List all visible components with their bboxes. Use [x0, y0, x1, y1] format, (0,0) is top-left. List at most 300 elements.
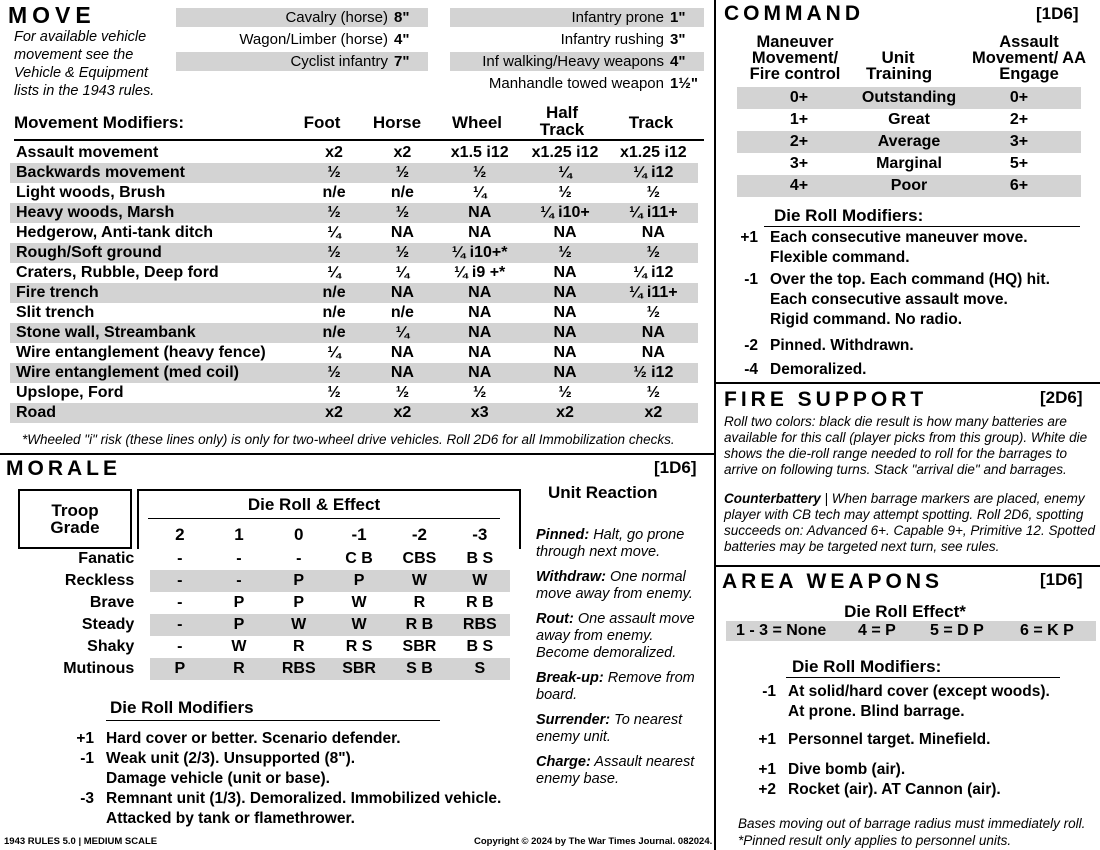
modifier-value: x2 [325, 144, 343, 161]
modifier-value: n/e [322, 304, 346, 321]
area-weapons-die: [1D6] [1040, 570, 1083, 589]
modifier-item [56, 749, 536, 789]
command-cell: Average [877, 133, 941, 150]
speed-value: 4" [394, 31, 410, 48]
modifier-value: ¼ [327, 344, 341, 361]
morale-effect: - [236, 550, 242, 567]
morale-effect: RBS [450, 614, 510, 636]
unit-reaction-title: Unit Reaction [548, 483, 658, 502]
morale-effect: R [292, 638, 305, 655]
counterbattery-body: | When barrage markers are placed, enemy player with CB tech may attempt spotting. Roll 2D6, spotting succeeds on: Advanced 6+. Capable 9+, Primitive 12. Spotted batteries may be targeted next turn, see rules. [724, 491, 1095, 554]
speed-list-left [176, 8, 428, 74]
modifier-value: +1 [76, 730, 94, 747]
modifier-item [56, 729, 536, 749]
speed-row [450, 30, 704, 49]
command-row [737, 131, 1081, 153]
modifier-value: ¼ [395, 264, 410, 281]
morale-effect: SBR [402, 638, 437, 655]
divider [716, 565, 1100, 567]
modifier-line: Remnant unit (1/3). Demoralized. Immobilized vehicle. [106, 790, 502, 807]
modifier-line: Dive bomb (air). [788, 761, 906, 778]
morale-effect: RBS [269, 658, 329, 680]
divider [0, 453, 714, 455]
modifier-line: Personnel target. Minefield. [788, 731, 991, 748]
modifier-line: Rocket (air). AT Cannon (air). [788, 781, 1001, 798]
morale-effect: - [209, 570, 268, 592]
modifier-value: ¼ i12 [633, 264, 674, 281]
command-cell: 3+ [1009, 133, 1029, 150]
modifier-value: NA [553, 304, 577, 321]
command-cell: 2+ [789, 133, 809, 150]
speed-name: Cyclist infantry [290, 53, 388, 70]
modifier-value: NA [367, 283, 438, 303]
modifier-item [724, 270, 1094, 330]
col-half-track: Half Track [539, 103, 585, 139]
morale-row [36, 592, 510, 614]
modifier-value: NA [367, 363, 438, 383]
modifier-text [106, 729, 401, 749]
modifier-line: Attacked by tank or flamethrower. [106, 810, 355, 827]
modifier-value: NA [438, 363, 521, 383]
modifier-value: ½ [301, 243, 366, 263]
speed-name: Inf walking/Heavy weapons [482, 53, 664, 70]
modifier-line: Weak unit (2/3). Unsupported (8"). [106, 750, 356, 767]
modifier-label: Assault movement [16, 144, 159, 161]
morale-effect: W [269, 614, 329, 636]
modifier-row [10, 383, 698, 403]
command-title: COMMAND [724, 2, 864, 25]
command-row [737, 175, 1081, 197]
modifier-label: Hedgerow, Anti-tank ditch [16, 224, 214, 241]
speed-value: 3" [670, 31, 686, 48]
col-foot: Foot [303, 113, 341, 132]
morale-col: 2 [175, 525, 185, 544]
modifier-value: ¼ [473, 184, 487, 201]
modifier-value: +2 [758, 781, 776, 798]
modifier-value: ½ [367, 243, 438, 263]
modifier-value: x3 [438, 403, 521, 423]
command-col-maneuver: Maneuver Movement/ Fire control [749, 33, 841, 83]
modifier-value: ½ [609, 243, 698, 263]
modifier-value: -1 [80, 750, 94, 767]
command-col-assault: Assault Movement/ AA Engage [972, 33, 1086, 83]
area-effect: 5 = D P [930, 622, 984, 639]
modifier-value: ½ i12 [609, 363, 698, 383]
speed-row [176, 52, 428, 71]
modifier-value: ½ [301, 203, 366, 223]
speed-name: Wagon/Limber (horse) [239, 31, 388, 48]
modifier-value: NA [553, 264, 577, 281]
col-horse: Horse [372, 113, 422, 132]
modifier-value: ¼ [327, 264, 341, 281]
reaction-name: Surrender: [536, 712, 611, 728]
modifier-label: Wire entanglement (med coil) [10, 363, 301, 383]
command-row [737, 109, 1081, 131]
speed-value: 8" [394, 9, 410, 26]
morale-effect: P [233, 594, 245, 611]
modifier-text [788, 780, 1001, 800]
move-note-line: lists in the 1943 rules. [14, 83, 155, 99]
modifier-text [106, 789, 501, 829]
modifier-value: NA [641, 224, 665, 241]
modifier-item [740, 682, 1100, 722]
footer-left: 1943 RULES 5.0 | MEDIUM SCALE [4, 836, 158, 847]
speed-row [450, 52, 704, 71]
modifier-value: NA [438, 323, 521, 343]
morale-effect: CBS [402, 550, 437, 567]
modifier-text [106, 749, 355, 789]
morale-die: [1D6] [654, 458, 697, 477]
reaction-item [536, 670, 706, 704]
area-note: Bases moving out of barrage radius must immediately roll. [738, 816, 1086, 831]
modifier-value: x2 [367, 403, 438, 423]
unit-reactions [536, 527, 706, 788]
troop-grade: Steady [81, 616, 135, 633]
divider [106, 720, 440, 721]
fire-support-title: FIRE SUPPORT [724, 388, 928, 411]
area-mods-title: Die Roll Modifiers: [792, 657, 942, 676]
counterbattery-label: Counterbattery [724, 491, 821, 506]
morale-col: 0 [294, 525, 304, 544]
modifier-value: n/e [322, 184, 346, 201]
modifier-value: ½ [646, 304, 660, 321]
modifier-label: Craters, Rubble, Deep ford [16, 264, 219, 281]
reaction-name: Pinned: [536, 527, 590, 543]
modifier-value: ½ [438, 163, 521, 183]
modifier-item [740, 760, 1100, 780]
command-cell: Poor [890, 177, 928, 194]
speed-row [176, 30, 428, 49]
modifier-value: -4 [744, 361, 758, 378]
morale-effect: W [389, 570, 449, 592]
troop-grade: Fanatic [78, 550, 135, 567]
command-cell: 5+ [1009, 155, 1029, 172]
modifier-value: ½ [327, 384, 341, 401]
speed-row [450, 74, 704, 93]
modifier-value: ¼ [327, 224, 341, 241]
modifier-line: Damage vehicle (unit or base). [106, 770, 330, 787]
reaction-item [536, 611, 706, 662]
modifier-row [10, 263, 698, 283]
reaction-item [536, 569, 706, 603]
morale-effect: - [296, 550, 302, 567]
modifier-row [10, 303, 698, 323]
modifier-value: +1 [758, 761, 776, 778]
counterbattery-text [724, 491, 1096, 555]
modifier-value: ¼ i12 [609, 163, 698, 183]
command-cell: 0+ [789, 89, 809, 106]
move-note-line: For available vehicle [14, 29, 147, 45]
morale-effect: R B [389, 614, 449, 636]
modifier-text [788, 760, 905, 780]
command-cell: 4+ [789, 177, 809, 194]
morale-mods-title: Die Roll Modifiers [110, 698, 254, 717]
modifier-value: ½ [395, 384, 410, 401]
movement-modifiers-label: Movement Modifiers: [14, 113, 185, 132]
modifier-value: ½ [558, 384, 572, 401]
modifier-row [10, 403, 698, 423]
modifier-value: NA [553, 224, 577, 241]
col-wheel: Wheel [451, 113, 503, 132]
modifier-label: Slit trench [16, 304, 95, 321]
morale-effect: W [450, 570, 510, 592]
modifier-value: ¼ [521, 163, 608, 183]
modifier-row [10, 243, 698, 263]
command-cell: 0+ [1009, 89, 1029, 106]
move-note [14, 28, 174, 100]
modifier-value: n/e [390, 184, 414, 201]
modifier-value: x2 [609, 403, 698, 423]
speed-value: 4" [670, 53, 686, 70]
modifier-value: ¼ [367, 323, 438, 343]
modifier-line: At solid/hard cover (except woods). [788, 683, 1050, 700]
modifier-label: Light woods, Brush [16, 184, 166, 201]
modifier-value: NA [521, 283, 608, 303]
reaction-text: One normal move away from enemy. [536, 569, 693, 602]
modifier-label: Fire trench [10, 283, 301, 303]
morale-row [36, 548, 510, 570]
modifier-value: ½ [367, 203, 438, 223]
command-mods [724, 228, 1094, 380]
command-cell: 3+ [789, 155, 809, 172]
modifier-value: ¼ i10+ [521, 203, 608, 223]
move-title: MOVE [8, 2, 96, 28]
modifier-label: Wire entanglement (heavy fence) [16, 344, 266, 361]
morale-effect: S B [389, 658, 449, 680]
troop-grade: Reckless [64, 572, 135, 589]
modifier-value: -1 [762, 683, 776, 700]
modifier-value: NA [468, 224, 492, 241]
modifier-value: ½ [367, 163, 438, 183]
morale-effect: W [351, 594, 367, 611]
modifier-value: x1.25 i12 [619, 144, 687, 161]
modifier-line: Demoralized. [770, 361, 867, 378]
modifier-line: At prone. Blind barrage. [788, 703, 965, 720]
troop-grade: Shaky [87, 638, 135, 655]
morale-col: -3 [472, 525, 488, 544]
divider [148, 518, 500, 519]
modifier-value: ½ [521, 243, 608, 263]
move-note-line: movement see the [14, 47, 134, 63]
reaction-name: Rout: [536, 611, 574, 627]
modifier-label: Rough/Soft ground [10, 243, 301, 263]
speed-name: Manhandle towed weapon [488, 75, 664, 92]
modifier-value: +1 [758, 731, 776, 748]
movement-footnote: *Wheeled "i" risk (these lines only) is only for two-wheel drive vehicles. Roll 2D6 for all Immobilization checks. [22, 432, 675, 447]
modifier-value: ½ [558, 184, 572, 201]
modifier-value: -3 [80, 790, 94, 807]
morale-header-row [36, 522, 510, 548]
modifier-row [10, 343, 698, 363]
modifier-text [770, 360, 866, 380]
reaction-item [536, 754, 706, 788]
modifier-value: ¼ i9 +* [454, 264, 506, 281]
modifier-label: Heavy woods, Marsh [10, 203, 301, 223]
modifier-value: ¼ i11+ [609, 203, 698, 223]
modifier-row [10, 323, 698, 343]
modifier-line: Over the top. Each command (HQ) hit. [770, 271, 1050, 288]
modifier-line: Each consecutive assault move. [770, 291, 1008, 308]
command-cell: 2+ [1009, 111, 1029, 128]
morale-effect: B S [466, 638, 494, 655]
area-effect: 6 = K P [1020, 622, 1074, 639]
area-effect: 4 = P [858, 622, 896, 639]
speed-value: 7" [394, 53, 410, 70]
modifier-value: NA [468, 344, 492, 361]
blank-cell [36, 522, 150, 548]
modifier-line: Hard cover or better. Scenario defender. [106, 730, 401, 747]
command-cell: 1+ [789, 111, 809, 128]
morale-effect: SBR [329, 658, 389, 680]
command-cell: 6+ [1009, 177, 1029, 194]
morale-effect: W [231, 638, 247, 655]
troop-grade-label: Troop Grade [50, 501, 100, 537]
modifier-text [770, 270, 1050, 330]
speed-name: Infantry prone [571, 9, 664, 26]
modifier-label: Road [10, 403, 301, 423]
modifier-line: Flexible command. [770, 249, 910, 266]
modifier-value: +1 [740, 229, 758, 246]
modifier-value: x1.25 i12 [531, 144, 599, 161]
command-cell: Great [888, 111, 930, 128]
reaction-text: Remove from board. [536, 670, 695, 703]
modifier-row [10, 143, 698, 163]
modifier-line: Pinned. Withdrawn. [770, 337, 914, 354]
reaction-item [536, 527, 706, 561]
area-mods [740, 682, 1100, 800]
modifier-value: ½ [646, 384, 660, 401]
morale-effect: R [209, 658, 268, 680]
reaction-name: Break-up: [536, 670, 604, 686]
divider [764, 226, 1080, 227]
morale-effect: P [329, 570, 389, 592]
modifier-line: Each consecutive maneuver move. [770, 229, 1028, 246]
morale-effect: P [209, 614, 268, 636]
modifier-value: NA [641, 344, 665, 361]
modifier-item [740, 730, 1100, 750]
modifier-value: ½ [646, 184, 660, 201]
morale-effect: C B [345, 550, 373, 567]
modifier-value: ¼ i10+* [438, 243, 521, 263]
morale-effect: S [450, 658, 510, 680]
speed-row [176, 8, 428, 27]
command-table [737, 87, 1081, 197]
divider [714, 0, 716, 850]
divider [14, 139, 704, 141]
modifier-value: n/e [301, 283, 366, 303]
fire-support-text: Roll two colors: black die result is how many batteries are available for this call (player picks from this group). White die shows the die-roll range needed to roll for the barrages to arrive on following turns. Stack "arrival die" and barrages. [724, 414, 1088, 477]
move-note-line: Vehicle & Equipment [14, 65, 149, 81]
command-row [737, 87, 1081, 109]
area-effect-title: Die Roll Effect* [844, 602, 966, 621]
speed-row [450, 8, 704, 27]
modifier-row [10, 163, 698, 183]
modifier-value: NA [390, 224, 414, 241]
speed-value: 1½" [670, 75, 698, 92]
reaction-text: Assault nearest enemy base. [536, 754, 695, 787]
modifier-text [788, 730, 990, 750]
modifier-label: Backwards movement [10, 163, 301, 183]
area-weapons-title: AREA WEAPONS [722, 570, 944, 593]
reaction-name: Charge: [536, 754, 591, 770]
modifier-value: NA [553, 344, 577, 361]
modifier-value: NA [438, 283, 521, 303]
morale-effect: W [329, 614, 389, 636]
morale-effect: - [177, 594, 183, 611]
area-effect: 1 - 3 = None [736, 622, 827, 639]
modifier-item [724, 228, 1094, 268]
divider [786, 677, 1060, 678]
command-col-training: Unit Training [866, 48, 933, 83]
morale-col: 1 [234, 525, 244, 544]
morale-row [36, 658, 510, 680]
morale-row [36, 614, 510, 636]
modifier-text [770, 336, 914, 356]
morale-effect: R B [466, 594, 494, 611]
morale-effect: - [177, 638, 183, 655]
modifier-label: Upslope, Ford [16, 384, 124, 401]
movement-table [10, 143, 698, 423]
modifier-value: x2 [393, 144, 412, 161]
col-track: Track [628, 113, 674, 132]
command-cell: Outstanding [861, 89, 957, 106]
modifier-value: NA [468, 304, 492, 321]
modifier-value: n/e [301, 323, 366, 343]
morale-row [36, 570, 510, 592]
morale-mods [56, 729, 536, 829]
reaction-text: One assault move away from enemy. Become demoralized. [536, 611, 695, 661]
modifier-value: NA [390, 344, 414, 361]
modifier-line: Rigid command. No radio. [770, 311, 963, 328]
command-mods-title: Die Roll Modifiers: [774, 206, 924, 225]
footer-right: Copyright © 2024 by The War Times Journal. 082024. [474, 836, 713, 847]
morale-effect: - [150, 614, 209, 636]
modifier-item [724, 360, 1094, 380]
modifier-value: -2 [744, 337, 758, 354]
command-row [737, 153, 1081, 175]
modifier-item [740, 780, 1100, 800]
morale-col: -2 [411, 525, 427, 544]
command-cell: Marginal [876, 155, 942, 172]
command-die: [1D6] [1036, 4, 1079, 23]
modifier-value: x2 [521, 403, 608, 423]
modifier-value: NA [521, 363, 608, 383]
morale-col: -1 [351, 525, 367, 544]
morale-effect: P [293, 594, 305, 611]
divider [716, 382, 1100, 384]
modifier-item [724, 336, 1094, 356]
troop-grade: Mutinous [63, 660, 135, 677]
modifier-value: n/e [390, 304, 414, 321]
reaction-name: Withdraw: [536, 569, 606, 585]
morale-title: MORALE [6, 457, 121, 480]
modifier-row [10, 223, 698, 243]
modifier-value: NA [438, 203, 521, 223]
modifier-text [788, 682, 1050, 722]
morale-table [36, 522, 510, 680]
modifier-value: ½ [301, 363, 366, 383]
troop-grade: Brave [89, 594, 135, 611]
morale-effect: B S [466, 550, 494, 567]
modifier-row [10, 203, 698, 223]
modifier-value: NA [609, 323, 698, 343]
modifier-value: ¼ i11+ [609, 283, 698, 303]
area-notes [738, 815, 1085, 849]
modifier-label: Stone wall, Streambank [10, 323, 301, 343]
morale-effect: P [150, 658, 209, 680]
modifier-row [10, 283, 698, 303]
speed-value: 1" [670, 9, 686, 26]
